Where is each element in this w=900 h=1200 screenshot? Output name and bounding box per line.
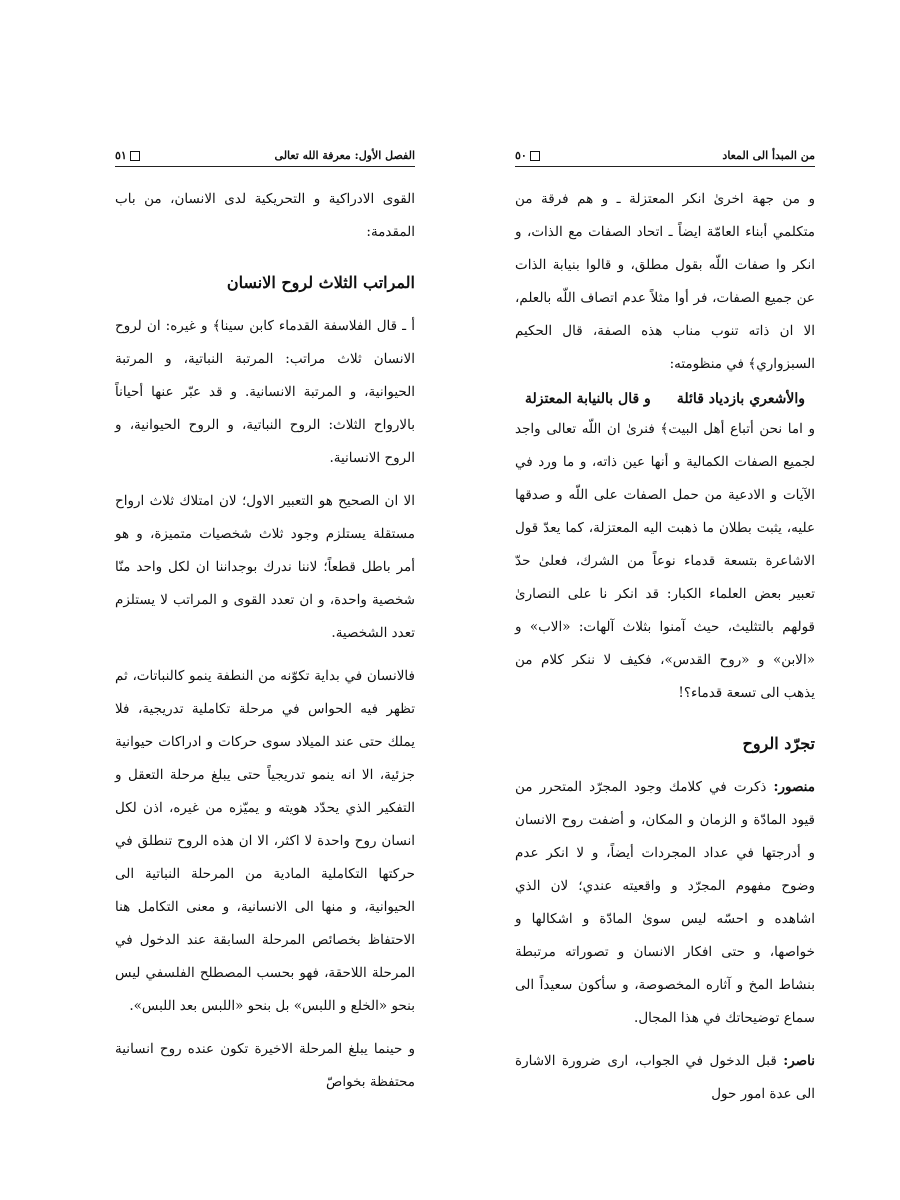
intro-paragraph: القوى الادراكية و التحريكية لدى الانسان، من باب المقدمة: (115, 191, 415, 240)
speaker-name: منصور: (773, 779, 815, 795)
paragraph: الا ان الصحيح هو التعبير الاول؛ لان امتلاك ثلاث ارواح مستقلة يستلزم وجود ثلاث شخصيات متميزة، و هو أمر باطل قطعاً؛ لاننا ندرك بوجداننا ان لكل واحد منّا شخصية واحدة، و ان تعدد القوى و المراتب لا يستلزم تعدد الشخصية. (115, 493, 415, 641)
left-page-number: ٥١ (115, 149, 140, 162)
dialogue-paragraph (515, 1045, 815, 1111)
dialogue-paragraph (515, 771, 815, 1035)
paragraph: و حينما يبلغ المرحلة الاخيرة تكون عنده روح انسانية محتفظة بخواصّ (115, 1041, 415, 1090)
square-ornament-icon (130, 151, 140, 161)
dialogue-text: ذكرت في كلامك وجود المجرّد المتحرر من قيود المادّة و الزمان و المكان، و أضفت روح الانسان و أدرجتها في عداد المجردات أيضاً، و لا انكر عدم وضوح مفهوم المجرّد و واقعيته عندي؛ لان الذي اشاهده و احسّه ليس سوىٰ المادّة و اشكالها و خواصها، و حتى افكار الانسان و تصوراته مرتبطة بنشاط المخ و آثاره المخصوصة، و سأكون سعيداً الى سماع توضيحاتك في هذا المجال. (515, 779, 815, 1026)
paragraph: و من جهة اخرىٰ انكر المعتزلة ـ و هم فرقة من متكلمي أبناء العامّة ايضاً ـ اتحاد الصفات مع الذات، و انكر وا صفات اللّه بقول مطلق، و قالوا بنيابة الذات عن جميع الصفات، فر أوا مثلاً عدم اتصاف اللّه بالعلم، الا ان ذاته تنوب مناب هذه الصفة، قال الحكيم السبزواري﴾ في منظومته: (515, 191, 815, 372)
speaker-name: ناصر: (783, 1053, 815, 1069)
right-page-header (515, 140, 815, 167)
left-page-header (115, 140, 415, 167)
paragraph: أ ـ قال الفلاسفة القدماء كابن سينا﴾ و غيره: ان لروح الانسان ثلاث مراتب: المرتبة النباتية، و المرتبة الحيوانية، و المرتبة الانسانية. و قد عبّر عنها أحياناً بالارواح الثلاث: الروح النباتية، و الروح الحيوانية، و الروح الانسانية. (115, 318, 415, 466)
paragraph: فالانسان في بداية تكوّنه من النطفة ينمو كالنباتات، ثم تظهر فيه الحواس في مرحلة تكاملية تدريجية، فلا يملك حتى عند الميلاد سوى حركات و ادراكات حيوانية جزئية، الا انه ينمو تدريجياً حتى يبلغ مرحلة التعقل و التفكير الذي يحدّد هويته و يميّزه من غيره، اذن لكل انسان روح واحدة لا اكثر، الا ان هذه الروح تنطلق في حركتها التكاملية المادية من المرحلة النباتية الى الحيوانية، و منها الى الانسانية، و معنى التكامل هنا الاحتفاظ بخصائص المرحلة السابقة عند الدخول في المرحلة اللاحقة، فهو بحسب المصطلح الفلسفي ليس بنحو «الخلع و اللبس» بل بنحو «اللبس بعد اللبس». (115, 668, 415, 1014)
left-page-body (115, 183, 415, 1099)
poem-verse (515, 391, 815, 407)
verse-first-hemistich: والأشعري بازدياد قائلة (676, 391, 805, 407)
verse-second-hemistich: و قال بالنيابة المعتزلة (525, 391, 651, 407)
paragraph: و اما نحن أتباع أهل البيت﴾ فنرىٰ ان اللّه تعالى واجد لجميع الصفات الكمالية و أنها عين ذاته، و ما ورد في الآيات و الادعية من حمل الصفات على اللّه و صدقها عليه، يثبت بطلان ما ذهبت اليه المعتزلة، كما يعدّ قول الاشاعرة بتسعة قدماء نوعاً من الشرك، فعلىٰ حدّ تعبير بعض العلماء الكبار: قد انكر نا على النصارىٰ قولهم بالتثليث، حيث آمنوا بثلاث آلهات: «الاب» و «الابن» و «روح القدس»، فكيف لا ننكر كلام من يذهب الى تسعة قدماء؟! (515, 421, 815, 701)
square-ornament-icon (530, 151, 540, 161)
section-heading: تجرّد الروح (742, 734, 815, 753)
left-header-title: الفصل الأول: معرفة الله تعالى (274, 149, 415, 162)
right-page (515, 140, 815, 1121)
right-header-title: من المبدأ الى المعاد (722, 149, 815, 162)
right-page-body (515, 183, 815, 1111)
left-page (115, 140, 415, 1109)
right-page-number: ٥٠ (515, 149, 540, 162)
dialogue-text: قبل الدخول في الجواب، ارى ضرورة الاشارة الى عدة امور حول (515, 1053, 815, 1102)
section-heading: المراتب الثلاث لروح الانسان (226, 273, 415, 292)
